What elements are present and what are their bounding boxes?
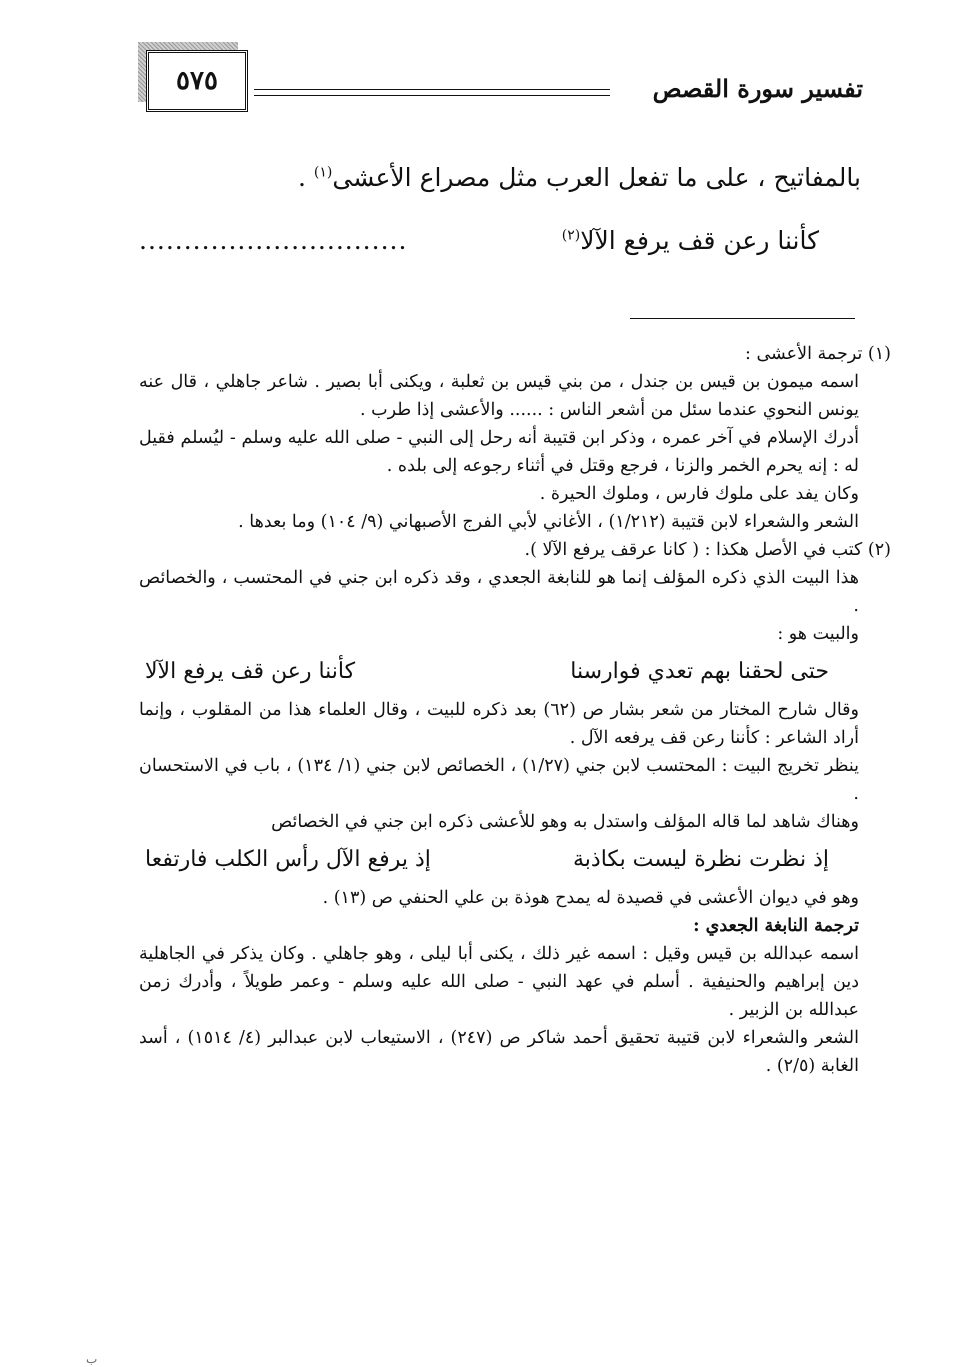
- footnote-separator: [630, 318, 855, 319]
- main-text: بالمفاتيح ، على ما تفعل العرب مثل مصراع الأعشى: [332, 163, 861, 192]
- page-number: ٥٧٥: [146, 50, 248, 112]
- footnote-2-paragraph: والبيت هو :: [777, 624, 859, 644]
- verse-line: [139, 226, 819, 255]
- footnote-1-paragraph: وكان يفد على ملوك فارس ، وملوك الحيرة .: [539, 484, 859, 504]
- footnote-2-label: (٢) كتب في الأصل هكذا : ( كانا عرقف يرفع الآلا ).: [524, 540, 891, 560]
- footnote-ref-1: (١): [313, 164, 333, 181]
- footnote-2-paragraph: هذا البيت الذي ذكره المؤلف إنما هو للنابغة الجعدي ، وقد ذكره ابن جني في المحتسب ، والخصائص .: [139, 568, 859, 616]
- verse-hemistich: [562, 226, 819, 255]
- chapter-title: تفسير سورة القصص: [652, 74, 863, 103]
- footnote-1-paragraph: اسمه ميمون بن قيس بن جندل ، من بني قيس بن ثعلبة ، ويكنى أبا بصير . شاعر جاهلي ، قال عنه يونس النحوي عندما سئل من أشعر الناس : ...... والأعشى إذا طرب .: [139, 372, 859, 420]
- footnote-2-paragraph: اسمه عبدالله بن قيس وقيل : اسمه غير ذلك ، يكنى أبا ليلى ، وهو جاهلي . وكان يذكر في الجاهلية دين إبراهيم والحنيفية . أسلم في عهد النبي - صلى الله عليه وسلم - وعمر طويلاً ، وأدرك زمن عبدالله بن الزبير .: [139, 944, 859, 1020]
- footnote-1-paragraph: الشعر والشعراء لابن قتيبة (١/٢١٢) ، الأغاني لأبي الفرج الأصبهاني (٩/ ١٠٤) وما بعدها .: [238, 512, 859, 532]
- verse-first-hemistich: حتى لحقنا بهم تعدي فوارسنا: [570, 659, 829, 684]
- footnote-2-paragraph: وهناك شاهد لما قاله المؤلف واستدل به وهو للأعشى ذكره ابن جني في الخصائص: [271, 812, 859, 832]
- verse-text: كأننا رعن قف يرفع الآلا: [580, 226, 819, 255]
- footnote-1-paragraph: أدرك الإسلام في آخر عمره ، وذكر ابن قتيبة أنه رحل إلى النبي - صلى الله عليه وسلم - ليُسلم فقيل له : إنه يحرم الخمر والزنا ، فرجع وقتل في أثناء رجوعه إلى بلده .: [139, 428, 859, 476]
- verse-second-hemistich: إذ يرفع الآل رأس الكلب فارتفعا: [145, 847, 431, 872]
- footnote-2-paragraph: ينظر تخريج البيت : المحتسب لابن جني (١/٢٧) ، الخصائص لابن جني (١/ ١٣٤) ، باب في الاستحسان .: [139, 756, 859, 804]
- quoted-verse-2: [139, 842, 859, 878]
- scan-mark: ب: [86, 1352, 98, 1366]
- verse-dots: ..............................: [139, 226, 408, 255]
- main-text-line: [298, 163, 861, 192]
- footnote-ref-2: (٢): [561, 227, 581, 244]
- header-rule-top: [254, 89, 610, 90]
- main-text-end: .: [297, 163, 314, 192]
- subheading: ترجمة النابغة الجعدي :: [693, 916, 859, 936]
- verse-first-hemistich: إذ نظرت نظرة ليست بكاذبة: [573, 847, 829, 872]
- footnote-2-paragraph: وقال شارح المختار من شعر بشار ص (٦٢) بعد ذكره للبيت ، وقال العلماء هذا من المقلوب ، وإنما أراد الشاعر : كأننا رعن قف يرفعه الآل .: [139, 700, 859, 748]
- footnote-2-paragraph: الشعر والشعراء لابن قتيبة تحقيق أحمد شاكر ص (٢٤٧) ، الاستيعاب لابن عبدالبر (٤/ ١٥١٤) ، أسد الغابة (٢/٥) .: [139, 1028, 859, 1076]
- footnotes: [139, 340, 891, 1080]
- header-rule-bottom: [254, 95, 610, 96]
- page-number-box: [138, 42, 248, 112]
- footnote-2-paragraph: وهو في ديوان الأعشى في قصيدة له يمدح هوذة بن علي الحنفي ص (١٣) .: [322, 888, 859, 908]
- footnote-1-label: (١) ترجمة الأعشى :: [745, 344, 891, 364]
- verse-second-hemistich: كأننا رعن قف يرفع الآلا: [145, 659, 356, 684]
- quoted-verse-1: [139, 654, 859, 690]
